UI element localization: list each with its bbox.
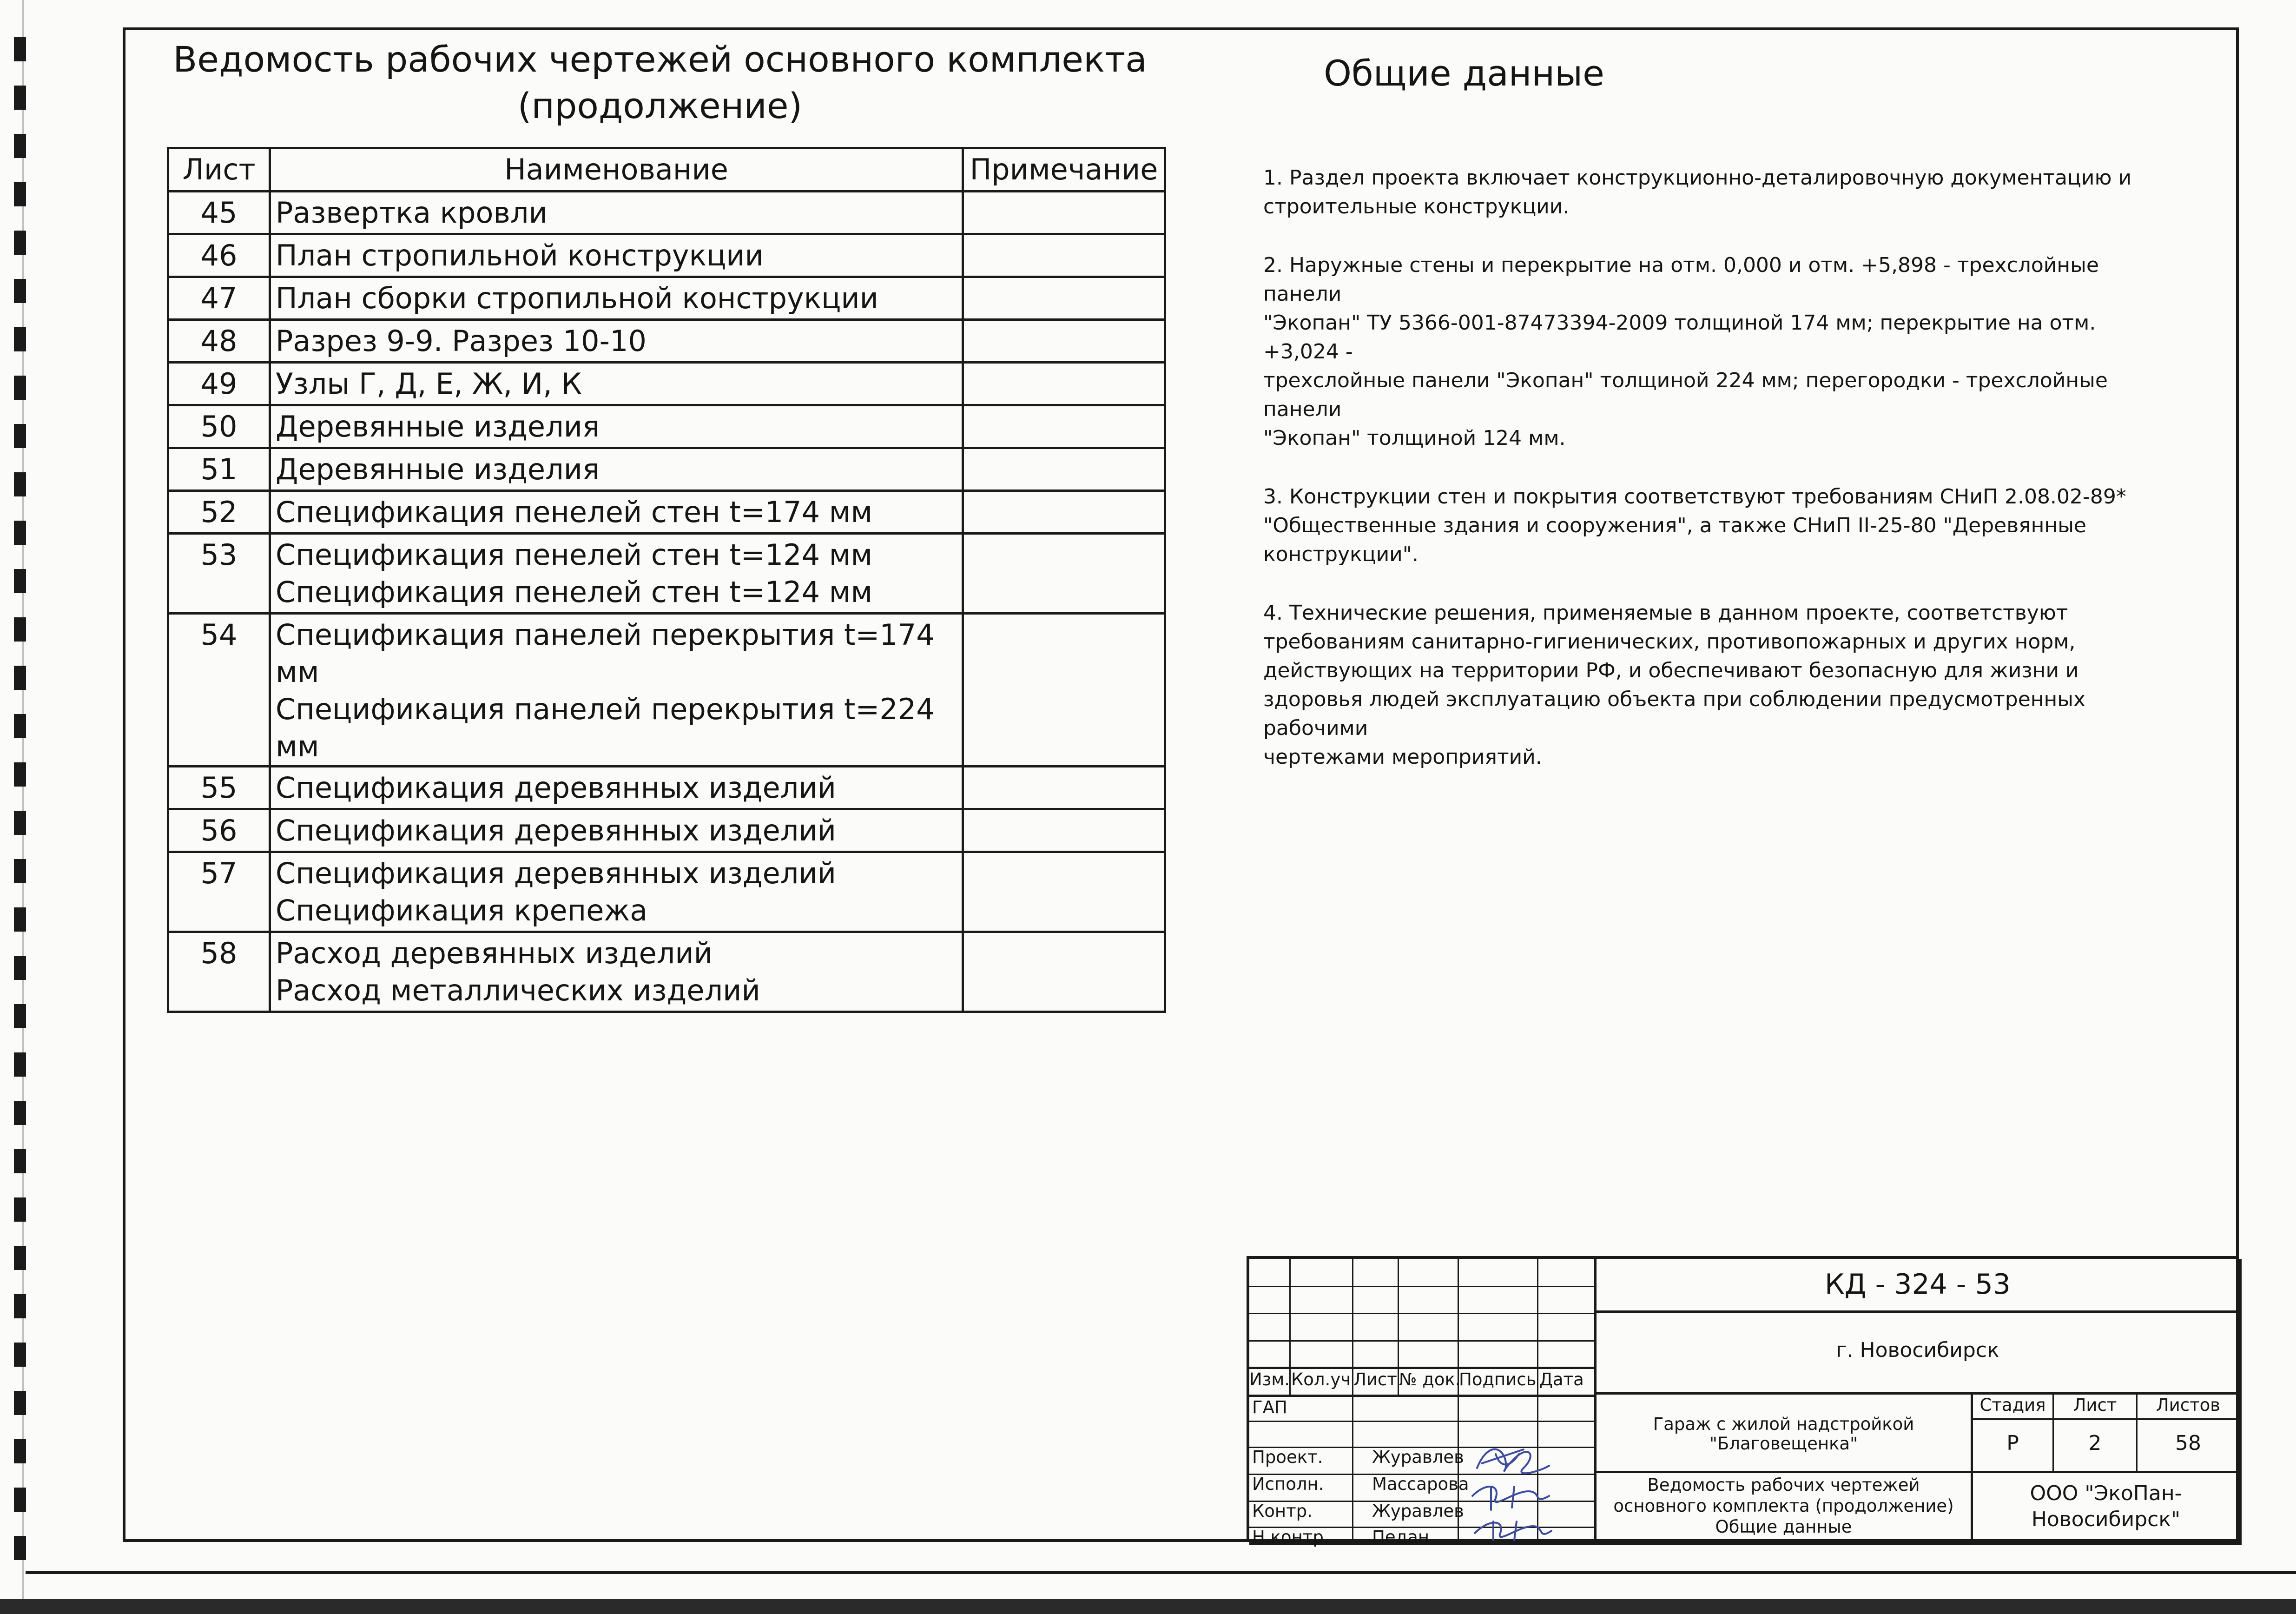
- sheet-number: 50: [168, 405, 270, 448]
- note-paragraph-3: 3. Конструкции стен и покрытия соответствуют требованиям СНиП 2.08.02-89* "Общественные здания и сооружения", а также СНиП II-25-80 "Деревянные конструкции".: [1263, 485, 2126, 566]
- role-gap: ГАП: [1252, 1397, 1287, 1417]
- binding-hole: [14, 1294, 26, 1318]
- binding-hole: [14, 1488, 26, 1512]
- binding-hole: [14, 1149, 26, 1173]
- header-sheet: Лист: [168, 148, 270, 192]
- binding-hole: [14, 1197, 26, 1222]
- company-line2: Новосибирск": [2031, 1508, 2181, 1531]
- person-executor: Массарова: [1372, 1474, 1469, 1494]
- bottom-trim-rule: [26, 1571, 2296, 1574]
- sheet-name-line: Спецификация крепежа: [276, 893, 648, 927]
- table-header-row: [168, 148, 1165, 192]
- sheet-title-line3: Общие данные: [1715, 1517, 1852, 1537]
- sheet-name: [270, 614, 963, 767]
- sheet-number: 57: [168, 852, 270, 932]
- binding-hole: [14, 1536, 26, 1560]
- binding-hole: [14, 37, 26, 61]
- sheet-note: [963, 614, 1165, 767]
- sheet-note: [963, 767, 1165, 809]
- sheet-name: [270, 809, 963, 852]
- stage-value: Р: [2006, 1431, 2019, 1455]
- table-row: [168, 448, 1165, 491]
- scan-bottom-band: [0, 1599, 2296, 1614]
- sheet-value: 2: [2088, 1431, 2102, 1455]
- sheet-name-line: Узлы Г, Д, Е, Ж, И, К: [276, 367, 582, 401]
- binding-hole: [14, 231, 26, 255]
- object-name-line2: "Благовещенка": [1709, 1434, 1858, 1454]
- table-row: [168, 320, 1165, 363]
- sheet-name-line: Расход металлических изделий: [276, 973, 760, 1007]
- city: г. Новосибирск: [1836, 1338, 1999, 1362]
- company-line1: ООО "ЭкоПан-: [2030, 1482, 2182, 1505]
- table-row: [168, 363, 1165, 405]
- binding-hole: [14, 86, 26, 110]
- sheet-name-line: Расход деревянных изделий: [276, 936, 713, 970]
- note-paragraph-4: 4. Технические решения, применяемые в данном проекте, соответствуют требованиям санитарно-гигиенических, противопожарных и других норм, действующих на территории РФ, и обеспечивают безопасную для жизни и здоровья людей эксплуатацию объекта при соблюдении предусмотренных рабочими чертежами мероприятий.: [1263, 601, 2086, 769]
- col-header-qty: Кол.уч: [1291, 1369, 1351, 1389]
- sheet-name: [270, 852, 963, 932]
- sheet-name-line: План сборки стропильной конструкции: [276, 281, 878, 315]
- person-norm-control: Педан: [1372, 1527, 1430, 1547]
- binding-hole: [14, 376, 26, 400]
- sheet-note: [963, 932, 1165, 1012]
- sheet-title-line1: Ведомость рабочих чертежей: [1647, 1475, 1920, 1495]
- binding-hole: [14, 134, 26, 158]
- sheet-name-line: Спецификация деревянных изделий: [276, 771, 836, 805]
- header-name: Наименование: [270, 148, 963, 192]
- general-data-notes: [1263, 164, 2170, 801]
- sheet-note: [963, 809, 1165, 852]
- sheet-name-line: Спецификация пенелей стен t=124 мм: [276, 575, 873, 609]
- sheet-name: [270, 932, 963, 1012]
- note-paragraph-1: 1. Раздел проекта включает конструкционно-деталировочную документацию и строительные конструкции.: [1263, 166, 2132, 218]
- binding-hole: [14, 1391, 26, 1415]
- sheet-name-line: Спецификация панелей перекрытия t=224 мм: [276, 692, 935, 763]
- binding-hole: [14, 956, 26, 980]
- table-row: [168, 614, 1165, 767]
- sheet-name-line: Спецификация деревянных изделий: [276, 814, 836, 847]
- sheet-name-line: Деревянные изделия: [276, 410, 600, 443]
- binding-hole: [14, 1052, 26, 1077]
- binding-hole: [14, 762, 26, 787]
- sheet-name: [270, 767, 963, 809]
- general-data-title: Общие данные: [1324, 53, 1604, 94]
- sheet-number: 56: [168, 809, 270, 852]
- sheet-number: 51: [168, 448, 270, 491]
- header-note: Примечание: [963, 148, 1165, 192]
- sheets-value: 58: [2175, 1431, 2201, 1455]
- table-row: [168, 932, 1165, 1012]
- sheet-name-line: Спецификация пенелей стен t=174 мм: [276, 495, 873, 529]
- binding-hole: [14, 907, 26, 932]
- sheet-number: 53: [168, 534, 270, 614]
- sheet-name: [270, 320, 963, 363]
- binding-hole: [14, 327, 26, 351]
- role-executor: Исполн.: [1252, 1474, 1324, 1494]
- sheet-note: [963, 234, 1165, 277]
- binding-hole: [14, 1004, 26, 1028]
- table-row: [168, 491, 1165, 534]
- sheet-number: 49: [168, 363, 270, 405]
- binding-hole: [14, 859, 26, 883]
- binding-hole: [14, 1101, 26, 1125]
- binding-hole: [14, 617, 26, 642]
- sheet-number: 47: [168, 277, 270, 320]
- sheet-list-title: [167, 36, 1153, 129]
- sheet-name: [270, 234, 963, 277]
- sheet-number: 48: [168, 320, 270, 363]
- role-project: Проект.: [1252, 1447, 1323, 1467]
- note-paragraph-2: 2. Наружные стены и перекрытие на отм. 0,000 и отм. +5,898 - трехслойные панели "Экопан" ТУ 5366-001-87473394-2009 толщиной 174 мм; перекрытие на отм. +3,024 - трехслойные панели "Экопан" толщиной 224 мм; перегородки - трехслойные панели "Экопан" толщиной 124 мм.: [1263, 253, 2108, 450]
- sheet-number: 55: [168, 767, 270, 809]
- binding-hole: [14, 424, 26, 448]
- sheet-list-body: [168, 192, 1165, 1012]
- sheet-note: [963, 405, 1165, 448]
- sheet-list-title-line1: Ведомость рабочих чертежей основного комплекта: [173, 39, 1147, 80]
- col-header-change: Изм.: [1249, 1369, 1290, 1389]
- sheet-name-line: Спецификация панелей перекрытия t=174 мм: [276, 618, 935, 689]
- role-norm-control: Н.контр.: [1252, 1527, 1329, 1547]
- sheet-name: [270, 405, 963, 448]
- sheet-note: [963, 448, 1165, 491]
- sheet-note: [963, 534, 1165, 614]
- sheet-number: 54: [168, 614, 270, 767]
- sheet-number: 45: [168, 192, 270, 234]
- sheet-name-line: Спецификация пенелей стен t=124 мм: [276, 538, 873, 572]
- sheets-label: Листов: [2156, 1395, 2221, 1415]
- sheet-name: [270, 277, 963, 320]
- sheet-name: [270, 363, 963, 405]
- sheet-note: [963, 277, 1165, 320]
- sheet-note: [963, 192, 1165, 234]
- table-row: [168, 405, 1165, 448]
- table-row: [168, 277, 1165, 320]
- sheet-number: 46: [168, 234, 270, 277]
- stage-label: Стадия: [1979, 1395, 2046, 1415]
- binding-hole: [14, 569, 26, 593]
- binding-hole: [14, 714, 26, 738]
- sheet-note: [963, 852, 1165, 932]
- binding-hole: [14, 521, 26, 545]
- col-header-date: Дата: [1539, 1369, 1584, 1389]
- binding-hole: [14, 279, 26, 303]
- sheet-title-line2: основного комплекта (продолжение): [1613, 1496, 1954, 1516]
- binding-hole: [14, 666, 26, 690]
- sheet-list-table: [167, 147, 1166, 1013]
- sheet-list-title-line2: (продолжение): [517, 85, 803, 126]
- sheet-name-line: Разрез 9-9. Разрез 10-10: [276, 324, 647, 358]
- sheet-name: [270, 534, 963, 614]
- col-header-signature: Подпись: [1459, 1369, 1537, 1389]
- sheet-number: 52: [168, 491, 270, 534]
- table-row: [168, 534, 1165, 614]
- table-row: [168, 192, 1165, 234]
- binding-holes: [14, 37, 26, 1571]
- col-header-doc: № док.: [1399, 1369, 1461, 1389]
- signature-scribbles: [1468, 1440, 1556, 1542]
- person-project: Журавлев: [1372, 1447, 1464, 1467]
- table-row: [168, 234, 1165, 277]
- binding-hole: [14, 1439, 26, 1463]
- table-row: [168, 809, 1165, 852]
- role-checker: Контр.: [1252, 1501, 1313, 1521]
- sheet-name: [270, 448, 963, 491]
- document-code: КД - 324 - 53: [1825, 1268, 2011, 1301]
- binding-hole: [14, 182, 26, 206]
- binding-hole: [14, 1246, 26, 1270]
- sheet-label: Лист: [2073, 1395, 2117, 1415]
- sheet-note: [963, 491, 1165, 534]
- sheet-note: [963, 363, 1165, 405]
- table-row: [168, 767, 1165, 809]
- sheet-name-line: План стропильной конструкции: [276, 238, 764, 272]
- binding-hole: [14, 472, 26, 496]
- object-name-line1: Гараж с жилой надстройкой: [1653, 1414, 1914, 1434]
- col-header-sheet: Лист: [1353, 1369, 1397, 1389]
- sheet-name-line: Спецификация деревянных изделий: [276, 856, 836, 890]
- title-block: [1247, 1256, 2239, 1547]
- sheet-note: [963, 320, 1165, 363]
- binding-hole: [14, 1343, 26, 1367]
- sheet-name-line: Развертка кровли: [276, 196, 548, 230]
- sheet-name: [270, 192, 963, 234]
- table-row: [168, 852, 1165, 932]
- sheet-number: 58: [168, 932, 270, 1012]
- person-checker: Журавлев: [1372, 1501, 1464, 1521]
- sheet-name: [270, 491, 963, 534]
- sheet-name-line: Деревянные изделия: [276, 452, 600, 486]
- binding-hole: [14, 811, 26, 835]
